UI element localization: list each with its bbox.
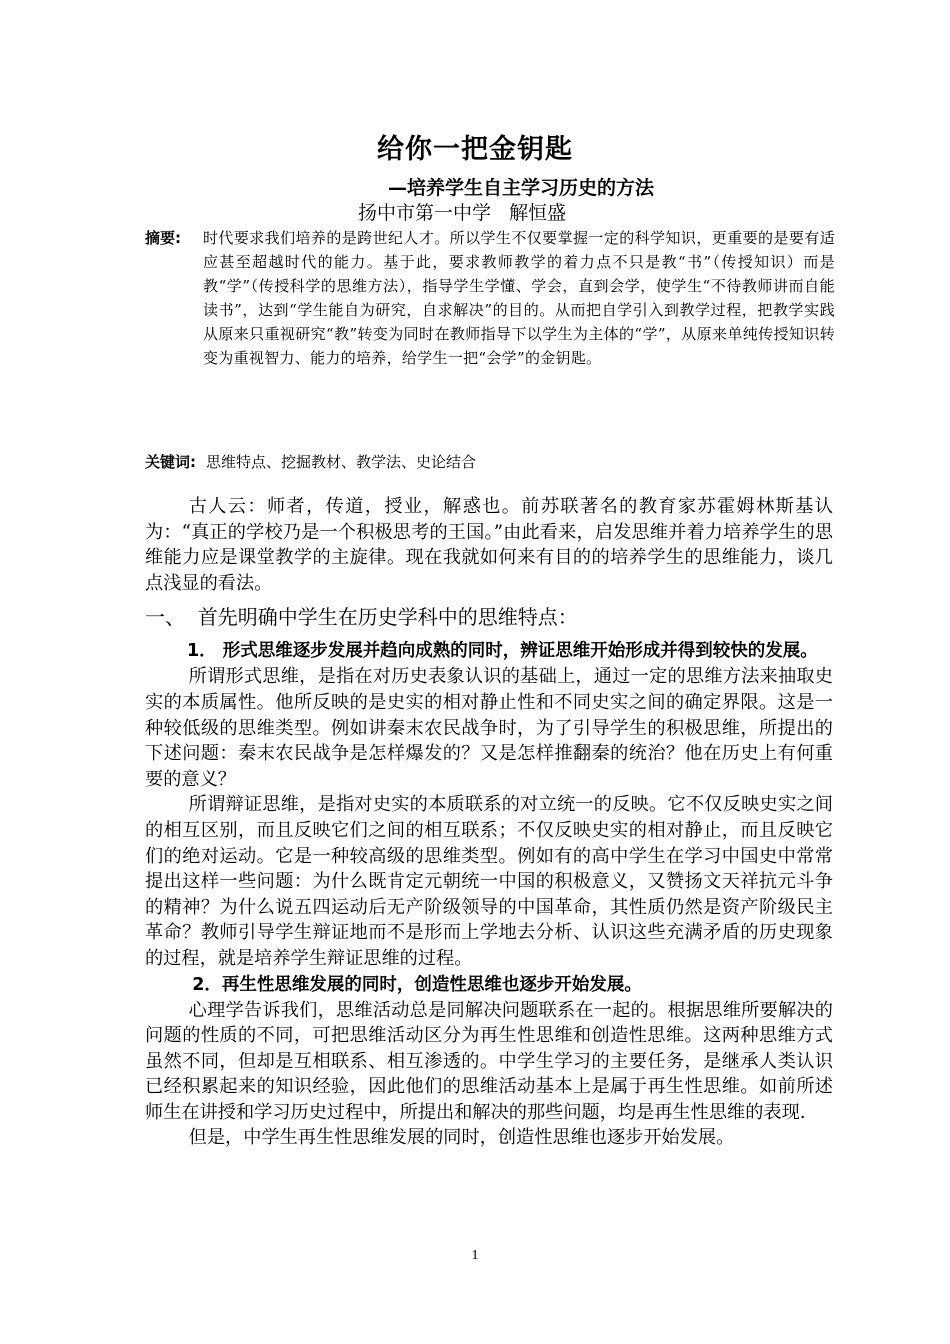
page-number: 1: [471, 1248, 479, 1263]
abstract-label: 摘要:: [145, 229, 181, 247]
main-content: [145, 494, 833, 1151]
paragraph-creative-thinking: 但是，中学生再生性思维发展的同时，创造性思维也逐步开始发展。: [188, 1127, 735, 1149]
paragraph-dialectical-thinking: 所谓辩证思维，是指对史实的本质联系的对立统一的反映。它不仅反映史实之间的相互区别，而且反映它们之间的相互联系；不仅反映史实的相对静止，而且反映它们的绝对运动。它是一种较高级的思维类型。例如有的高中学生在学习中国史中常常提出这样一些问题：为什么既肯定元朝统一中国的积极意义，又赞扬文天祥抗元斗争的精神？为什么说五四运动后无产阶级领导的中国革命，其性质仍然是资产阶级民主革命？教师引导学生辩证地而不是形而上学地去分析、认识这些充满矛盾的历史现象的过程，就是培养学生辩证思维的过程。: [145, 794, 833, 969]
abstract-text: 时代要求我们培养的是跨世纪人才。所以学生不仅要掌握一定的科学知识，更重要的是要有适应甚至超越时代的能力。基于此，要求教师教学的着力点不只是教“书”（传授知识）而是教“学”（传授科学的思维方法），指导学生学懂、学会，直到会学，使学生“不待教师讲而自能读书”，达到“学生能自为研究，自求解决”的目的。从而把自学引入到教学过程，把教学实践从原来只重视研究“教”转变为同时在教师指导下以学生为主体的“学”，从原来单纯传授知识转变为重视智力、能力的培养，给学生一把“会学”的金钥匙。: [203, 229, 835, 367]
section-heading-1: 一、 首先明确中学生在历史学科中的思维特点：: [145, 605, 578, 630]
paragraph-formal-thinking: 所谓形式思维，是指在对历史表象认识的基础上，通过一定的思维方法来抽取史实的本质属性。他所反映的是史实的相对静止性和不同史实之间的确定界限。这是一种较低级的思维类型。例如讲秦末农民战争时，为了引导学生的积极思维，所提出的下述问题：秦末农民战争是怎样爆发的？又是怎样推翻秦的统治？他在历史上有何重要的意义？: [145, 666, 833, 790]
paragraph-reproductive-thinking: 心理学告诉我们，思维活动总是同解决问题联系在一起的。根据思维所要解决的问题的性质的不同，可把思维活动区分为再生性思维和创造性思维。这两种思维方式虽然不同，但却是互相联系、相互渗透的。中学生学习的主要任务，是继承人类认识已经积累起来的知识经验，因此他们的思维活动基本上是属于再生性思维。如前所述师生在讲授和学习历史过程中，所提出和解决的那些问题，均是再生性思维的表现.: [145, 999, 833, 1123]
document-subtitle: —培养学生自主学习历史的方法: [388, 177, 655, 199]
intro-paragraph: 古人云：师者，传道，授业，解惑也。前苏联著名的教育家苏霍姆林斯基认为：“真正的学校乃是一个积极思考的王国。”由此看来，启发思维并着力培养学生的思维能力应是课堂教学的主旋律。现在我就如何来有目的的培养学生的思维能力，谈几点浅显的看法。: [145, 496, 833, 594]
document-author: 扬中市第一中学 解恒盛: [358, 202, 567, 224]
keywords-text: 思维特点、挖掘教材、教学法、史论结合: [206, 453, 477, 471]
subsection-heading-1: 1． 形式思维逐步发展并趋向成熟的同时，辨证思维开始形成并得到较快的发展。: [187, 641, 818, 662]
abstract-section: [145, 226, 835, 370]
document-title: 给你一把金钥匙: [377, 134, 573, 165]
keywords-section: [145, 450, 476, 474]
subsection-heading-2: 2．再生性思维发展的同时，创造性思维也逐步开始发展。: [192, 974, 642, 995]
keywords-label: 关键词:: [145, 453, 196, 471]
